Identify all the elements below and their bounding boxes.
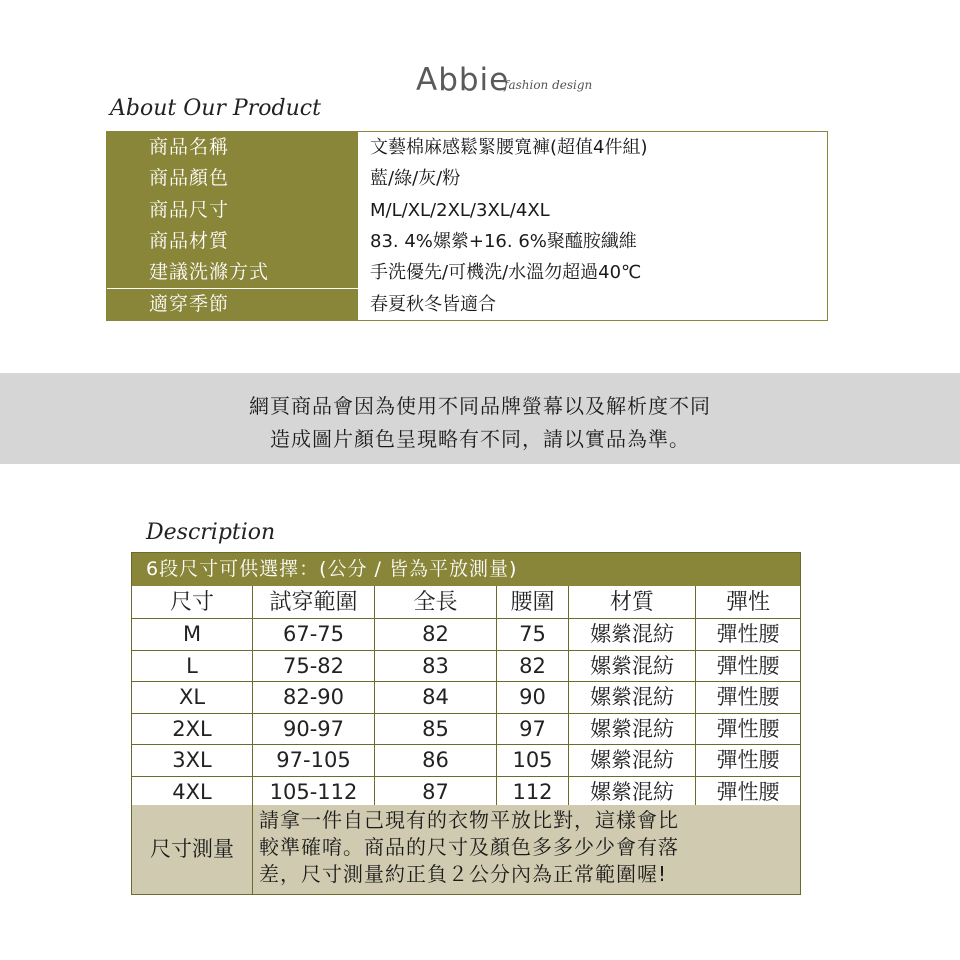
size-table-cell: 105 <box>497 745 569 777</box>
size-table-cell: 112 <box>497 777 569 809</box>
size-table-cell: 嫘縈混紡 <box>569 714 696 746</box>
product-value: 手洗優先/可機洗/水溫勿超過40℃ <box>357 257 827 288</box>
product-label: 商品名稱 <box>107 132 357 163</box>
size-table-header-cell: 腰圍 <box>497 586 569 619</box>
product-value: 藍/綠/灰/粉 <box>357 163 827 194</box>
measure-instructions <box>253 805 800 894</box>
size-table-cell: M <box>132 619 253 651</box>
size-table-cell: 86 <box>375 745 497 777</box>
size-table-caption: 6段尺寸可供選擇：(公分 / 皆為平放測量) <box>132 553 800 586</box>
product-value: 春夏秋冬皆適合 <box>357 289 827 320</box>
size-table-cell: 嫘縈混紡 <box>569 682 696 714</box>
product-value: 83. 4%嫘縈+16. 6%聚醯胺纖維 <box>357 226 827 257</box>
size-table-cell: XL <box>132 682 253 714</box>
size-table-header-cell: 試穿範圍 <box>253 586 375 619</box>
logo-main-text: Abbie <box>416 62 510 98</box>
product-row <box>107 195 827 226</box>
product-value: 文藝棉麻感鬆緊腰寬褲(超值4件組) <box>357 132 827 163</box>
description-title: Description <box>146 520 276 545</box>
color-notice-band <box>0 373 960 464</box>
measure-label: 尺寸測量 <box>132 805 253 894</box>
size-table-header-cell: 材質 <box>569 586 696 619</box>
size-table-cell: 彈性腰 <box>696 777 800 809</box>
size-table-cell: 105-112 <box>253 777 375 809</box>
size-table-cell: 82 <box>375 619 497 651</box>
size-table-cell: 87 <box>375 777 497 809</box>
measure-line: 請拿一件自己現有的衣物平放比對，這樣會比 <box>259 808 679 832</box>
size-table-cell: 嫘縈混紡 <box>569 651 696 683</box>
size-table-cell: 2XL <box>132 714 253 746</box>
size-table-cell: 90 <box>497 682 569 714</box>
size-table-cell: 85 <box>375 714 497 746</box>
size-table-cell: 84 <box>375 682 497 714</box>
product-row <box>107 163 827 194</box>
logo-sub-text: fashion design <box>504 78 593 92</box>
size-table-header-cell: 尺寸 <box>132 586 253 619</box>
size-table-header-cell: 彈性 <box>696 586 800 619</box>
size-table-cell: 4XL <box>132 777 253 809</box>
product-value: M/L/XL/2XL/3XL/4XL <box>357 195 827 226</box>
size-table-cell: L <box>132 651 253 683</box>
size-table-cell: 97-105 <box>253 745 375 777</box>
measure-line: 差，尺寸測量約正負２公分內為正常範圍喔! <box>259 862 668 886</box>
size-table-cell: 90-97 <box>253 714 375 746</box>
product-label: 商品材質 <box>107 226 357 257</box>
size-table <box>131 552 801 895</box>
size-table-cell: 彈性腰 <box>696 745 800 777</box>
notice-line-1: 網頁商品會因為使用不同品牌螢幕以及解析度不同 <box>249 394 711 418</box>
size-table-cell: 嫘縈混紡 <box>569 619 696 651</box>
product-row <box>107 132 827 163</box>
size-table-cell: 彈性腰 <box>696 651 800 683</box>
notice-line-2: 造成圖片顏色呈現略有不同，請以實品為準。 <box>270 427 690 451</box>
product-label: 建議洗滌方式 <box>107 257 357 288</box>
size-table-cell: 75 <box>497 619 569 651</box>
size-table-cell: 82 <box>497 651 569 683</box>
product-info-table <box>106 131 828 321</box>
size-table-cell: 82-90 <box>253 682 375 714</box>
size-table-cell: 3XL <box>132 745 253 777</box>
size-table-cell: 83 <box>375 651 497 683</box>
size-table-cell: 彈性腰 <box>696 619 800 651</box>
size-table-cell: 彈性腰 <box>696 682 800 714</box>
size-table-header-cell: 全長 <box>375 586 497 619</box>
product-label: 商品尺寸 <box>107 195 357 226</box>
size-table-cell: 嫘縈混紡 <box>569 777 696 809</box>
product-row <box>107 257 827 288</box>
size-table-cell: 97 <box>497 714 569 746</box>
product-label: 商品顏色 <box>107 163 357 194</box>
about-product-title: About Our Product <box>110 96 321 121</box>
size-table-cell: 彈性腰 <box>696 714 800 746</box>
size-table-cell: 67-75 <box>253 619 375 651</box>
size-table-cell: 嫘縈混紡 <box>569 745 696 777</box>
size-table-cell: 75-82 <box>253 651 375 683</box>
measure-line: 較準確唷。商品的尺寸及顏色多多少少會有落 <box>259 835 679 859</box>
product-label: 適穿季節 <box>107 289 357 320</box>
product-row <box>107 226 827 257</box>
product-row <box>107 289 827 320</box>
